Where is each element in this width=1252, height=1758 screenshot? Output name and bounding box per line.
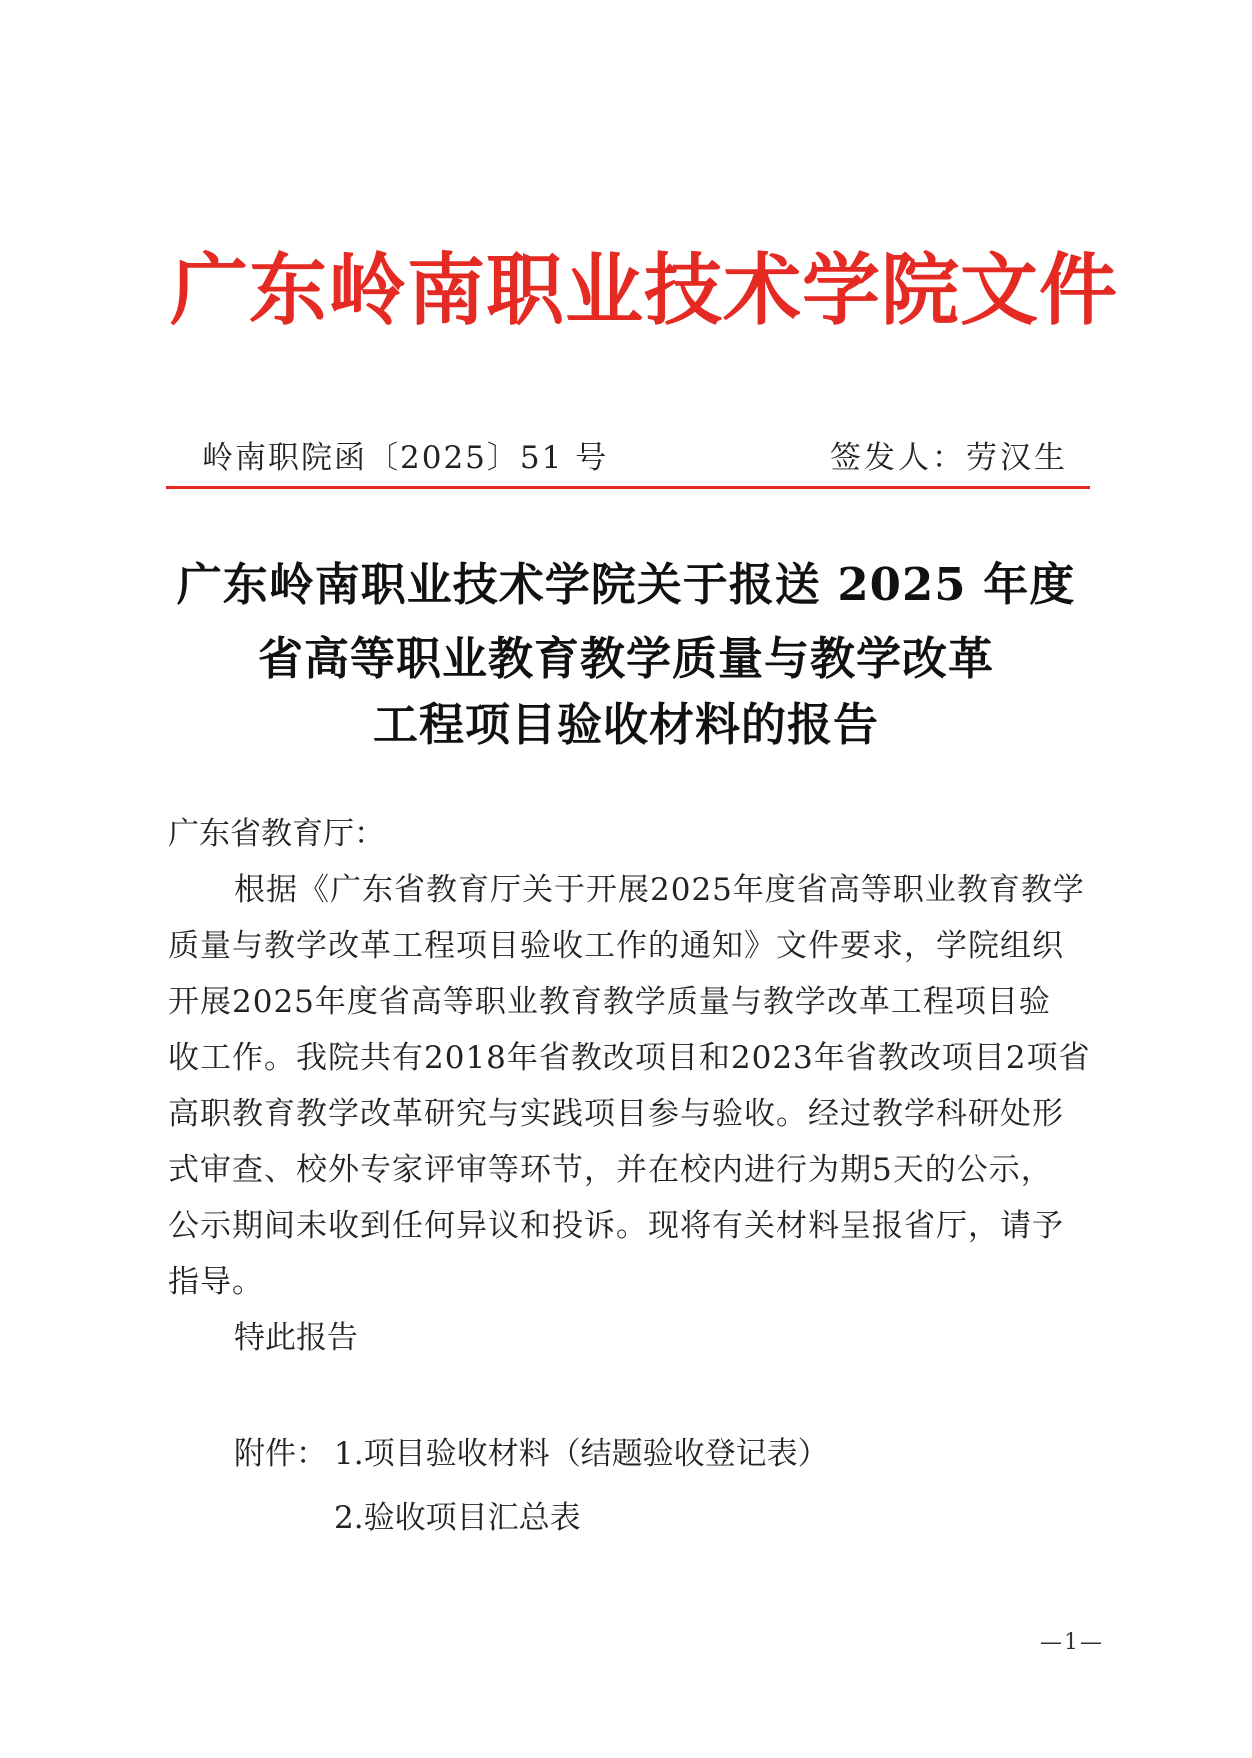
report-title-line: 省高等职业教育教学质量与教学改革 [257, 632, 994, 685]
body-paragraph-line: 高职教育教学改革研究与实践项目参与验收。经过教学科研处形 [168, 1096, 1064, 1132]
body-paragraph-line: 指导。 [168, 1264, 264, 1300]
body-paragraph-line: 公示期间未收到任何异议和投诉。现将有关材料呈报省厅，请予 [168, 1208, 1064, 1244]
attachment-item: 2.验收项目汇总表 [334, 1500, 581, 1536]
body-paragraph-line: 收工作。我院共有2018年省教改项目和2023年省教改项目2项省 [168, 1040, 1091, 1076]
body-paragraph-line: 根据《广东省教育厅关于开展2025年度省高等职业教育教学 [234, 872, 1085, 908]
document-number: 岭南职院函〔2025〕51 号 [202, 440, 609, 476]
org-header-title: 广东岭南职业技术学院文件 [170, 245, 1119, 336]
red-divider-rule [166, 486, 1090, 489]
body-paragraph-line: 开展2025年度省高等职业教育教学质量与教学改革工程项目验 [168, 984, 1051, 1020]
issuer-signature-line: 签发人：劳汉生 [830, 440, 1068, 476]
body-paragraph-line: 式审查、校外专家评审等环节，并在校内进行为期5天的公示， [168, 1152, 1053, 1188]
attachments-label: 附件： [234, 1436, 327, 1472]
recipient-line: 广东省教育厅： [168, 816, 385, 852]
body-paragraph-line: 质量与教学改革工程项目验收工作的通知》文件要求，学院组织 [168, 928, 1064, 964]
report-title-line: 工程项目验收材料的报告 [372, 698, 879, 751]
page-number: —1— [1040, 1630, 1104, 1655]
report-title-line: 广东岭南职业技术学院关于报送 2025 年度 [176, 558, 1076, 611]
attachment-item: 1.项目验收材料（结题验收登记表） [334, 1436, 829, 1472]
closing-statement: 特此报告 [234, 1320, 358, 1356]
